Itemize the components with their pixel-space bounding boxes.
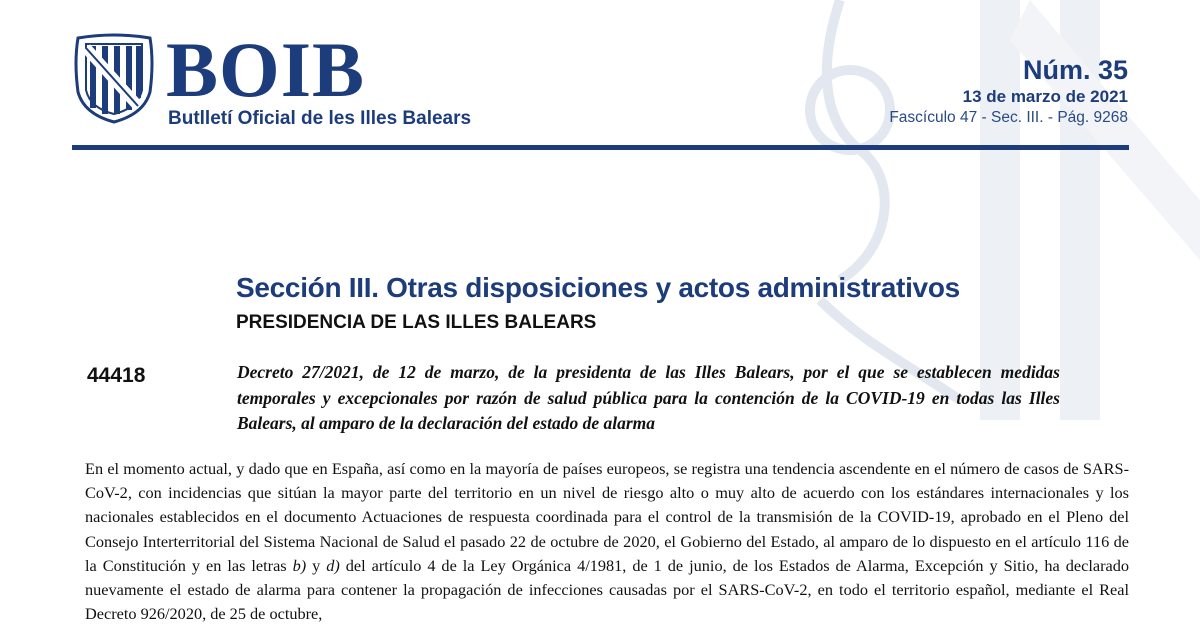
body-text-italic: b) [292, 555, 307, 575]
entry-code: 44418 [87, 364, 146, 387]
section-title: Sección III. Otras disposiciones y actos administrativos [236, 272, 960, 303]
body-text-italic: d) [326, 555, 340, 575]
body-text: En el momento actual, y dado que en España, así como en la mayoría de países europeos, se registra una tendencia ascendente en el número de casos de SARS-CoV-2, con incidencias que sitúan la mayor parte del territorio en un nivel de riesgo alto o muy alto de acuerdo con los estándares internacionales y los nacionales establecidos en el documento Actuaciones de respuesta coordinada para el control de la transmisión de la COVID-19, aprobado en el Pleno del Consejo Interterritorial del Sistema Nacional de Salud el pasado 22 de octubre de 2020, el Gobierno del Estado, al amparo de lo dispuesto en el artículo 116 de la Constitución y en las letras [85, 459, 1129, 575]
coat-of-arms-icon [72, 32, 156, 124]
body-paragraph [85, 457, 1129, 626]
issue-date: 13 de marzo de 2021 [962, 87, 1128, 106]
publication-subtitle: Butlletí Oficial de les Illes Balears [168, 108, 472, 129]
header-divider [72, 145, 1129, 150]
issue-number: Núm. 35 [1022, 55, 1128, 85]
fascicle-info: Fascículo 47 - Sec. III. - Pág. 9268 [889, 109, 1128, 126]
issue-info [889, 54, 1128, 128]
body-text: y [306, 555, 327, 575]
body-text: del artículo 4 de la Ley Orgánica 4/1981, de 1 de junio, de los Estados de Alarma, Excepción y Sitio, ha declarado nuevamente el estado de alarma para contener la propagación de infecciones causadas por el SARS-CoV-2, en todo el territorio español, mediante el Real Decreto 926/2020, de 25 de octubre, [85, 555, 1130, 624]
boib-logo-text: BOIB [166, 26, 366, 113]
department-title: PRESIDENCIA DE LAS ILLES BALEARS [236, 312, 597, 333]
decree-title: Decreto 27/2021, de 12 de marzo, de la presidenta de las Illes Balears, por el que se establecen medidas temporales y excepcionales por razón de salud pública para la contención de la COVID-19 en todas las Illes Balears, al amparo de la declaración del estado de alarma [237, 362, 1060, 433]
